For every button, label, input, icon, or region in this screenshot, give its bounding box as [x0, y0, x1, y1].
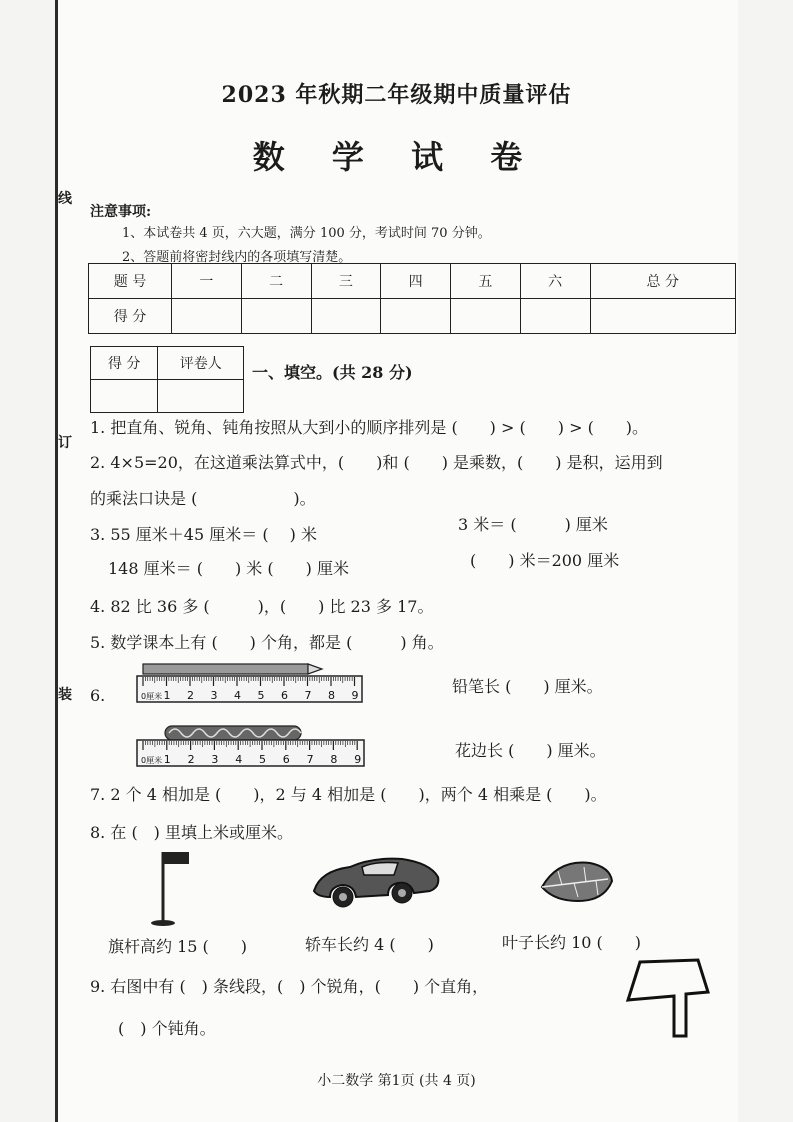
exam-title: 2023 年秋期二年级期中质量评估 [221, 82, 572, 108]
lace-ruler-figure [135, 720, 367, 770]
question-9-line1: 9. 右图中有 ( ) 条线段，( ) 个锐角，( ) 个直角， [90, 977, 489, 996]
score-col-1: 一 [172, 264, 242, 299]
question-3-left-2: 148 厘米＝ ( ) 米 ( ) 厘米 [108, 559, 349, 578]
question-6-lace: 花边长 ( ) 厘米。 [455, 741, 606, 760]
question-7: 7. 2 个 4 相加是 ( )，2 与 4 相加是 ( )，两个 4 相乘是 ( )。 [90, 785, 607, 804]
question-3-right-2: ( ) 米＝200 厘米 [470, 551, 620, 570]
question-5: 5. 数学课本上有 ( ) 个角，都是 ( ) 角。 [90, 633, 444, 652]
ruler-label: 5 [257, 689, 265, 702]
ruler-label: 4 [235, 753, 243, 766]
score-table [88, 263, 736, 334]
ruler-label: 1 [163, 689, 171, 702]
ruler-label: 0厘米 [141, 756, 163, 765]
question-1: 1. 把直角、锐角、钝角按照从大到小的顺序排列是 ( ) > ( ) > ( )。 [90, 418, 649, 437]
grader-name-label: 评卷人 [158, 347, 244, 380]
leaf-icon [538, 857, 616, 907]
score-table-row-label: 得 分 [89, 299, 172, 334]
score-cell-4[interactable] [381, 299, 451, 334]
notice-heading: 注意事项: [90, 204, 152, 220]
page-footer: 小二数学 第1页 (共 4 页) [317, 1073, 476, 1089]
ruler-label: 9 [351, 689, 359, 702]
question-8-leaf: 叶子长约 10 ( ) [502, 933, 642, 952]
score-cell-3[interactable] [311, 299, 381, 334]
t-shape-figure [624, 956, 712, 1040]
ruler-label: 3 [210, 689, 218, 702]
score-cell-total[interactable] [590, 299, 736, 334]
pencil-icon [143, 664, 322, 674]
ruler-label: 6 [281, 689, 288, 702]
ruler-label: 6 [282, 753, 290, 766]
ruler-label: 0厘米 [141, 692, 163, 701]
ruler-label: 2 [187, 753, 195, 766]
ruler-icon [137, 676, 362, 702]
ruler-label: 8 [330, 753, 338, 766]
question-4: 4. 82 比 36 多 ( )，( ) 比 23 多 17。 [90, 597, 434, 616]
score-cell-6[interactable] [520, 299, 590, 334]
grader-score-cell[interactable] [91, 380, 158, 413]
ruler-label: 7 [304, 689, 312, 702]
question-6-pencil: 铅笔长 ( ) 厘米。 [452, 677, 603, 696]
side-mark-zhuang: 装 [58, 687, 72, 703]
grader-name-cell[interactable] [158, 380, 244, 413]
question-8-car: 轿车长约 4 ( ) [305, 935, 434, 954]
question-6-number: 6. [90, 686, 106, 705]
ruler-label: 7 [306, 753, 314, 766]
score-col-5: 五 [451, 264, 521, 299]
pencil-ruler-figure [135, 660, 365, 706]
notice-item-1: 1、本试卷共 4 页，六大题，满分 100 分，考试时间 70 分钟。 [122, 226, 491, 241]
ruler-icon [137, 740, 364, 766]
question-9-line2: ( ) 个钝角。 [118, 1019, 216, 1038]
notice-item-2: 2、答题前将密封线内的各项填写清楚。 [122, 250, 352, 265]
question-8: 8. 在 ( ) 里填上米或厘米。 [90, 823, 294, 842]
car-icon [310, 853, 442, 911]
score-table-header-label: 题 号 [89, 264, 172, 299]
score-cell-5[interactable] [451, 299, 521, 334]
question-2-line1: 2. 4×5=20，在这道乘法算式中，( )和 ( ) 是乘数，( ) 是积，运用到 [90, 453, 663, 472]
score-col-4: 四 [381, 264, 451, 299]
score-cell-1[interactable] [172, 299, 242, 334]
ruler-label: 5 [259, 753, 266, 766]
score-col-6: 六 [520, 264, 590, 299]
lace-icon [165, 726, 301, 740]
section1-title: 一、填空。(共 28 分) [252, 363, 413, 382]
side-mark-xian: 线 [58, 191, 72, 207]
question-8-flag: 旗杆高约 15 ( ) [108, 937, 248, 956]
score-col-total: 总 分 [590, 264, 736, 299]
score-col-2: 二 [241, 264, 311, 299]
grader-box [90, 346, 244, 413]
ruler-label: 1 [163, 753, 171, 766]
ruler-label: 3 [211, 753, 219, 766]
exam-subtitle: 数 学 试 卷 [252, 138, 541, 176]
grader-score-label: 得 分 [91, 347, 158, 380]
question-3-left-1: 3. 55 厘米＋45 厘米＝ ( ) 米 [90, 525, 317, 544]
ruler-label: 4 [234, 689, 241, 702]
score-col-3: 三 [311, 264, 381, 299]
ruler-label: 8 [328, 689, 335, 702]
ruler-label: 2 [187, 689, 194, 702]
question-2-line2: 的乘法口诀是 ( )。 [90, 489, 316, 508]
score-cell-2[interactable] [241, 299, 311, 334]
side-mark-ding: 订 [58, 435, 72, 451]
question-3-right-1: 3 米＝ ( ) 厘米 [458, 515, 608, 534]
ruler-label: 9 [354, 753, 362, 766]
flag-icon [148, 848, 193, 928]
